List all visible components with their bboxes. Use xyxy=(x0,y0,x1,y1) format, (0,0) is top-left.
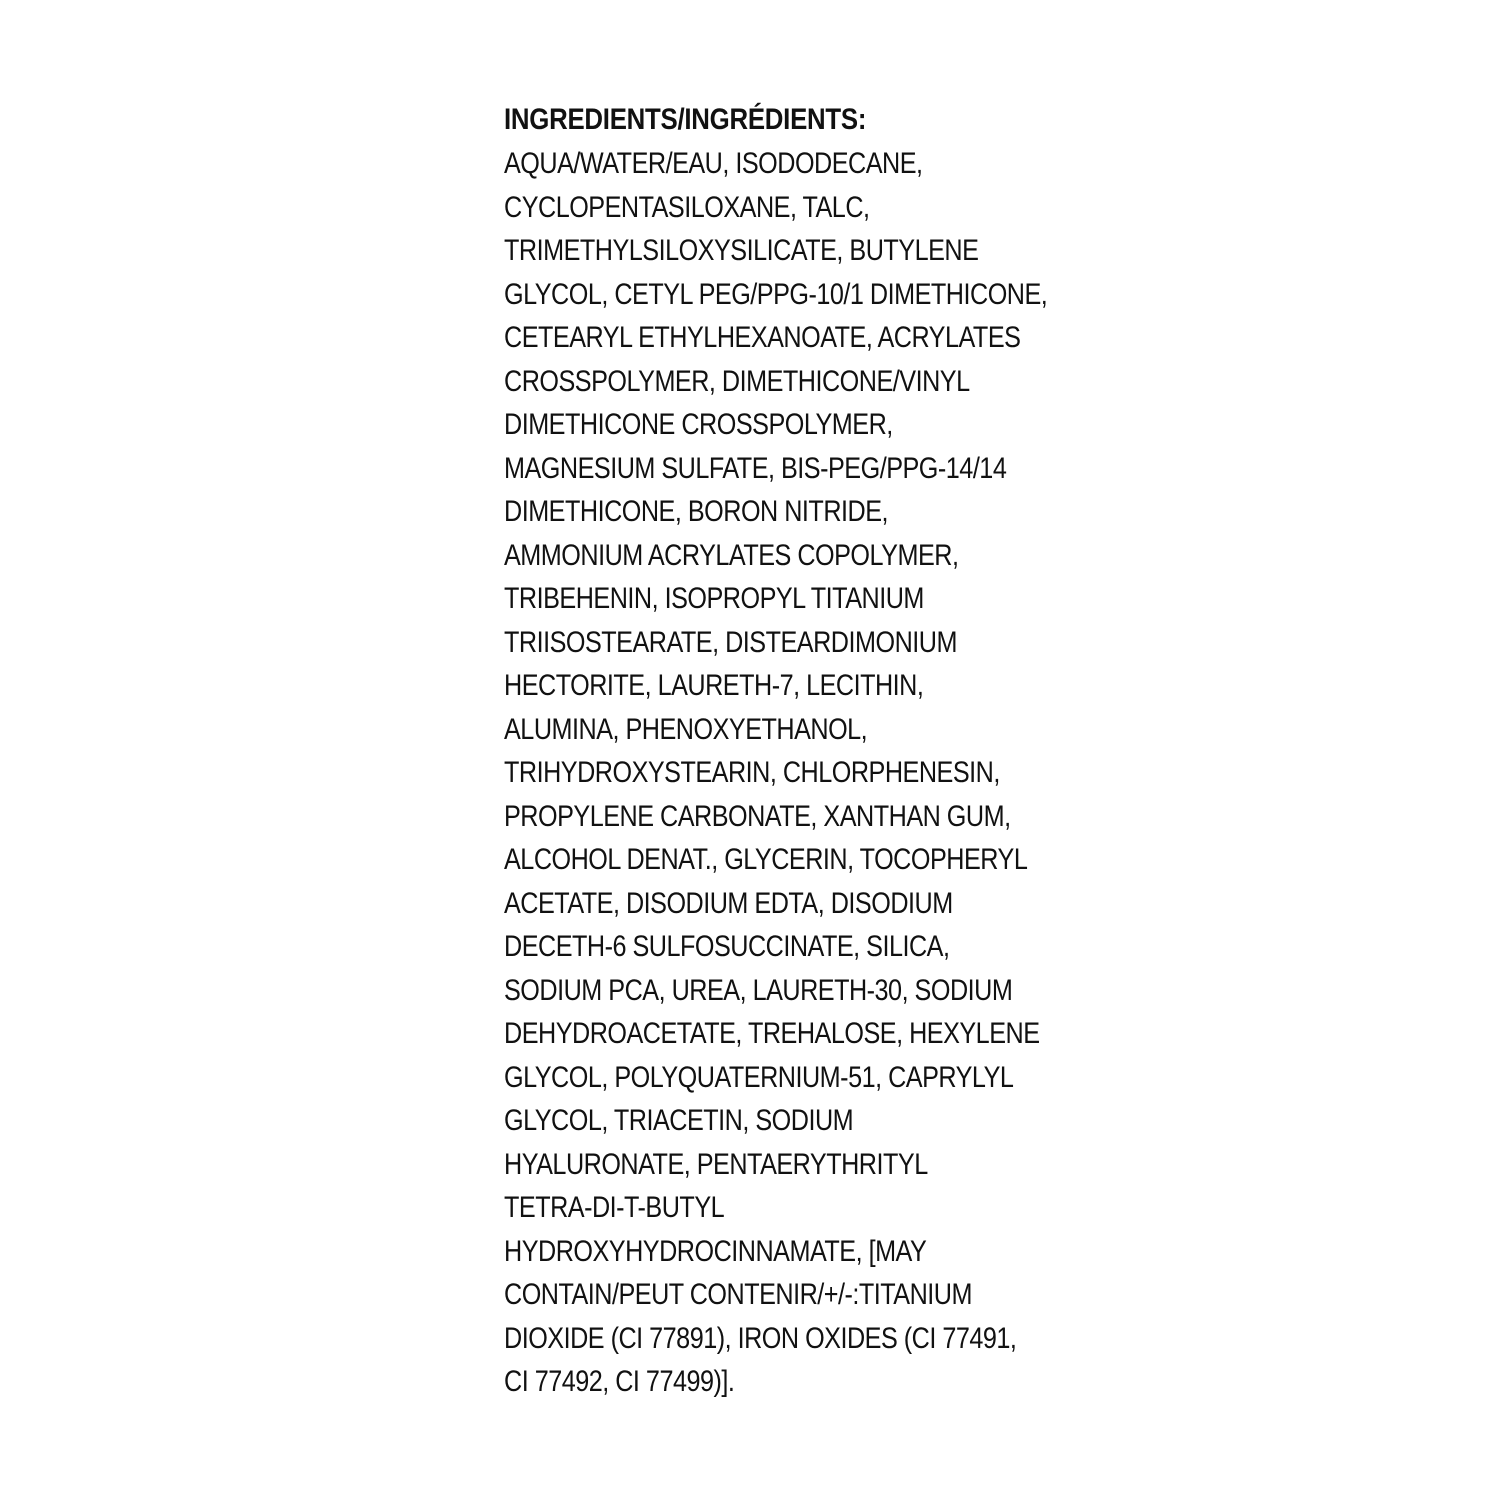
ingredients-line: CI 77492, CI 77499)]. xyxy=(504,1365,735,1398)
ingredients-line: DECETH-6 SULFOSUCCINATE, SILICA, xyxy=(504,930,950,963)
ingredients-line: HECTORITE, LAURETH-7, LECITHIN, xyxy=(504,669,924,702)
ingredients-line: SODIUM PCA, UREA, LAURETH-30, SODIUM xyxy=(504,973,1013,1007)
ingredients-line: HYALURONATE, PENTAERYTHRITYL xyxy=(504,1147,928,1181)
ingredients-line: ALUMINA, PHENOXYETHANOL, xyxy=(504,712,868,746)
ingredients-line: DIMETHICONE, BORON NITRIDE, xyxy=(504,495,889,528)
ingredients-line: GLYCOL, CETYL PEG/PPG-10/1 DIMETHICONE, xyxy=(504,277,1048,311)
ingredients-list xyxy=(504,142,1064,1404)
ingredients-line: DIMETHICONE CROSSPOLYMER, xyxy=(504,408,893,441)
ingredients-line: GLYCOL, POLYQUATERNIUM-51, CAPRYLYL xyxy=(504,1060,1014,1094)
ingredients-line: MAGNESIUM SULFATE, BIS-PEG/PPG-14/14 xyxy=(504,451,1007,485)
ingredients-line: CROSSPOLYMER, DIMETHICONE/VINYL xyxy=(504,364,970,398)
ingredients-panel xyxy=(504,98,1064,1404)
ingredients-line: AQUA/WATER/EAU, ISODODECANE, xyxy=(504,147,923,180)
ingredients-line: CYCLOPENTASILOXANE, TALC, xyxy=(504,190,870,224)
ingredients-line: PROPYLENE CARBONATE, XANTHAN GUM, xyxy=(504,799,1011,833)
ingredients-line: DEHYDROACETATE, TREHALOSE, HEXYLENE xyxy=(504,1017,1040,1050)
ingredients-line: CETEARYL ETHYLHEXANOATE, ACRYLATES xyxy=(504,321,1021,354)
ingredients-line: DIOXIDE (CI 77891), IRON OXIDES (CI 77491, xyxy=(504,1321,1017,1355)
ingredients-line: TETRA-DI-T-BUTYL xyxy=(504,1191,725,1224)
ingredients-line: CONTAIN/PEUT CONTENIR/+/-:TITANIUM xyxy=(504,1278,972,1311)
ingredients-line: GLYCOL, TRIACETIN, SODIUM xyxy=(504,1104,854,1137)
ingredients-line: TRIHYDROXYSTEARIN, CHLORPHENESIN, xyxy=(504,756,1000,789)
ingredients-line: AMMONIUM ACRYLATES COPOLYMER, xyxy=(504,538,959,572)
ingredients-heading: INGREDIENTS/INGRÉDIENTS: xyxy=(504,103,867,136)
ingredients-line: TRIBEHENIN, ISOPROPYL TITANIUM xyxy=(504,582,924,615)
ingredients-line: ACETATE, DISODIUM EDTA, DISODIUM xyxy=(504,886,953,920)
ingredients-line: TRIISOSTEARATE, DISTEARDIMONIUM xyxy=(504,625,957,659)
ingredients-line: TRIMETHYLSILOXYSILICATE, BUTYLENE xyxy=(504,234,979,267)
ingredients-line: HYDROXYHYDROCINNAMATE, [MAY xyxy=(504,1234,927,1268)
ingredients-line: ALCOHOL DENAT., GLYCERIN, TOCOPHERYL xyxy=(504,843,1028,876)
